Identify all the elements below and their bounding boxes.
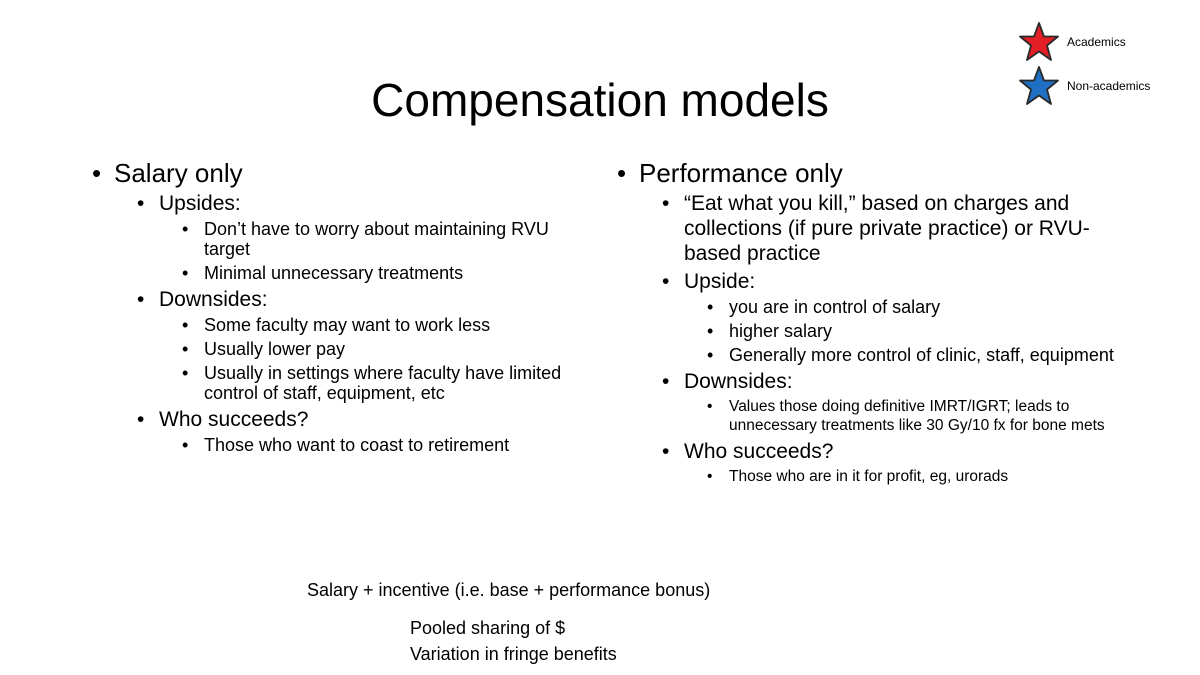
list-item: • Minimal unnecessary treatments (182, 263, 592, 283)
who-succeeds-label: • Who succeeds? (137, 407, 592, 432)
list-item: • Those who want to coast to retirement (182, 435, 592, 455)
salary-only-column (92, 157, 592, 459)
blue-star-icon (1018, 65, 1060, 107)
upsides-label: • Upsides: (137, 191, 592, 216)
legend-non-academics (1018, 65, 1150, 107)
list-item: • Those who are in it for profit, eg, urorads (707, 467, 1117, 486)
list-item: • Don’t have to worry about maintaining RVU target (182, 219, 592, 259)
pooled-sharing-text: Pooled sharing of $ (410, 618, 566, 638)
salary-incentive-text: Salary + incentive (i.e. base + performance bonus) (307, 580, 711, 600)
red-star-icon (1018, 21, 1060, 63)
performance-only-heading: • Performance only (617, 157, 1117, 189)
legend-label-academics: Academics (1067, 35, 1126, 49)
list-item: • Usually in settings where faculty have limited control of staff, equipment, etc (182, 363, 592, 403)
list-item: • Generally more control of clinic, staff, equipment (707, 345, 1117, 365)
downsides-label: • Downsides: (137, 287, 592, 312)
list-item: • you are in control of salary (707, 297, 1117, 317)
performance-only-column (617, 157, 1117, 490)
upside-label: • Upside: (662, 269, 1117, 294)
legend-academics (1018, 21, 1126, 63)
salary-only-heading: • Salary only (92, 157, 592, 189)
downsides-label: • Downsides: (662, 369, 1117, 394)
slide-title: Compensation models (371, 74, 829, 126)
list-item: • Some faculty may want to work less (182, 315, 592, 335)
eat-what-you-kill-item: • “Eat what you kill,” based on charges and collections (if pure private practice) or RVU-based practice (662, 191, 1117, 266)
legend-label-non-academics: Non-academics (1067, 79, 1151, 93)
list-item: • Usually lower pay (182, 339, 592, 359)
who-succeeds-label: • Who succeeds? (662, 439, 1117, 464)
fringe-benefits-text: Variation in fringe benefits (410, 644, 617, 664)
list-item: • higher salary (707, 321, 1117, 341)
list-item: • Values those doing definitive IMRT/IGRT; leads to unnecessary treatments like 30 Gy/10 fx for bone mets (707, 397, 1117, 435)
